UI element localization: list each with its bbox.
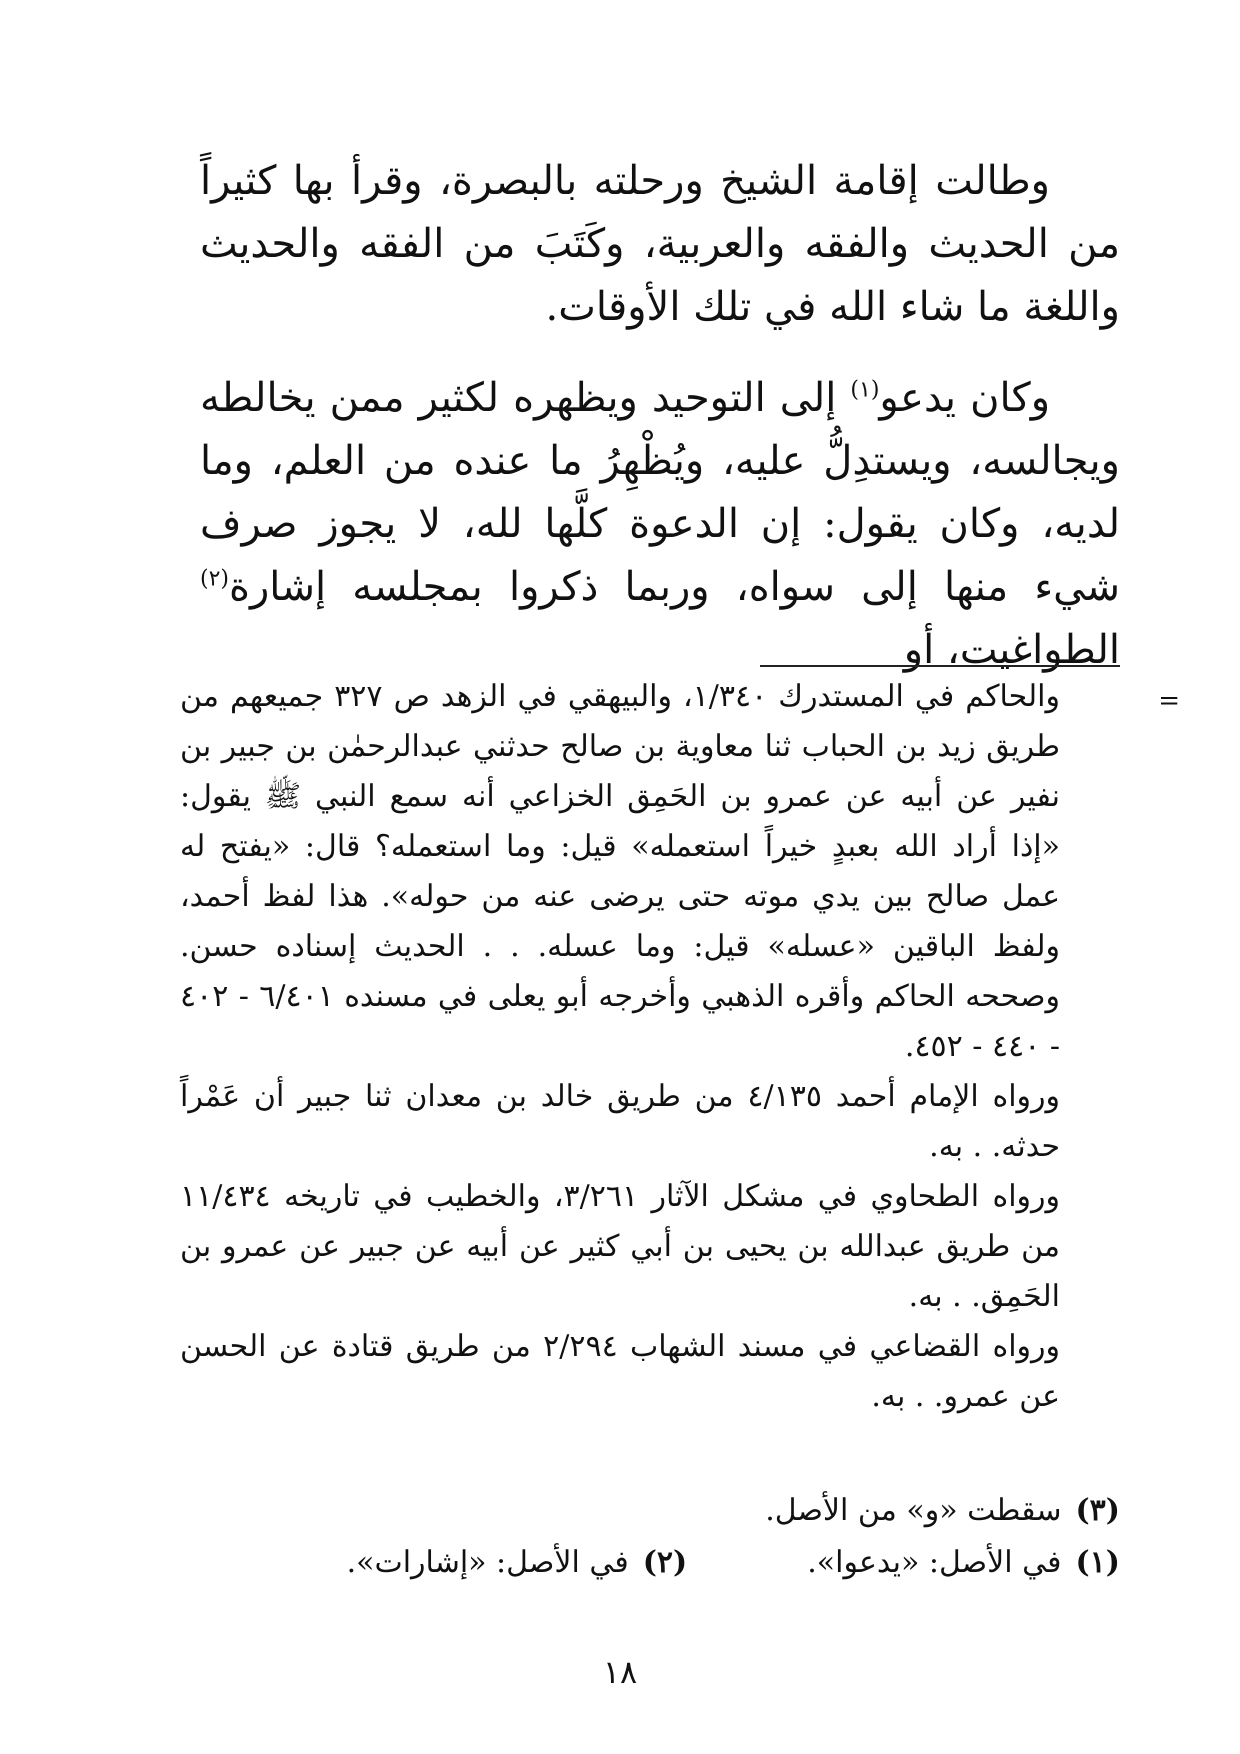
footnote-ref-2: (٢): [200, 566, 230, 592]
main-paragraph-1: وطالت إقامة الشيخ ورحلته بالبصرة، وقرأ بها كثيراً من الحديث والفقه والعربية، وكَتَبَ من الفقه والحديث واللغة ما شاء الله في تلك الأوقات.: [200, 158, 1120, 330]
short-footnotes: [180, 1485, 1120, 1589]
main-paragraph-2-middle: إلى التوحيد ويظهره لكثير ممن يخالطه ويجالسه، ويستدِلُّ عليه، ويُظْهِرُ ما عنده من العلم، وما لديه، وكان يقول: إن الدعوة كلَّها لله، لا يجوز صرف شيء منها إلى سواه، وربما ذكروا بمجلسه إشارة: [200, 375, 1121, 610]
footnote-row-3: [180, 1485, 1120, 1537]
footnote-ref-1: (١): [850, 377, 880, 403]
footnote-block-3: ورواه الطحاوي في مشكل الآثار ٣/٢٦١، والخطيب في تاريخه ١١/٤٣٤ من طريق عبدالله بن يحيى بن أبي كثير عن أبيه عن جبير عن عمرو بن الحَمِق. . به.: [180, 1179, 1060, 1314]
main-paragraph-2: [200, 367, 1120, 682]
page-number: ١٨: [602, 1653, 638, 1691]
footnote-3: [765, 1485, 1120, 1537]
footnote-continuation-mark: =: [1158, 686, 1180, 716]
footnote-block-4: ورواه القضاعي في مسند الشهاب ٢/٢٩٤ من طريق قتادة عن الحسن عن عمرو. . به.: [180, 1329, 1060, 1414]
footnote-3-text: سقطت «و» من الأصل.: [765, 1493, 1062, 1528]
main-paragraph-2-start: وكان يدعو: [879, 375, 1051, 421]
footnote-block-2: ورواه الإمام أحمد ٤/١٣٥ من طريق خالد بن معدان ثنا جبير أن عَمْراً حدثه. . به.: [180, 1079, 1060, 1164]
footnote-2-text: في الأصل: «إشارات».: [346, 1545, 629, 1580]
footnotes-continued: [180, 672, 1060, 1422]
footnote-1-number: (١): [1075, 1545, 1120, 1580]
main-text: [200, 150, 1120, 682]
main-paragraph-2-end: الطواغيت، أو: [903, 627, 1120, 673]
footnote-block-1: والحاكم في المستدرك ١/٣٤٠، والبيهقي في الزهد ص ٣٢٧ جميعهم من طريق زيد بن الحباب ثنا معاوية بن صالح حدثني عبدالرحمٰن بن جبير بن نفير عن أبيه عن عمرو بن الحَمِق الخزاعي أنه سمع النبي ﷺ يقول: «إذا أراد الله بعبدٍ خيراً استعمله» قيل: وما استعمله؟ قال: «يفتح له عمل صالح بين يدي موته حتى يرضى عنه من حوله». هذا لفظ أحمد، ولفظ الباقين «عسله» قيل: وما عسله. . . الحديث إسناده حسن. وصححه الحاكم وأقره الذهبي وأخرجه أبو يعلى في مسنده ٦/٤٠١ - ٤٠٢ - ٤٤٠ - ٤٥٢.: [180, 679, 1060, 1064]
footnote-1-text: في الأصل: «يدعوا».: [807, 1545, 1062, 1580]
footnote-2-number: (٢): [642, 1545, 688, 1580]
footnote-3-number: (٣): [1075, 1493, 1120, 1528]
footnote-2: [347, 1537, 688, 1589]
footnote-divider: [760, 665, 1120, 667]
footnote-1: [807, 1537, 1120, 1589]
footnote-row-1-2: [180, 1537, 1120, 1589]
